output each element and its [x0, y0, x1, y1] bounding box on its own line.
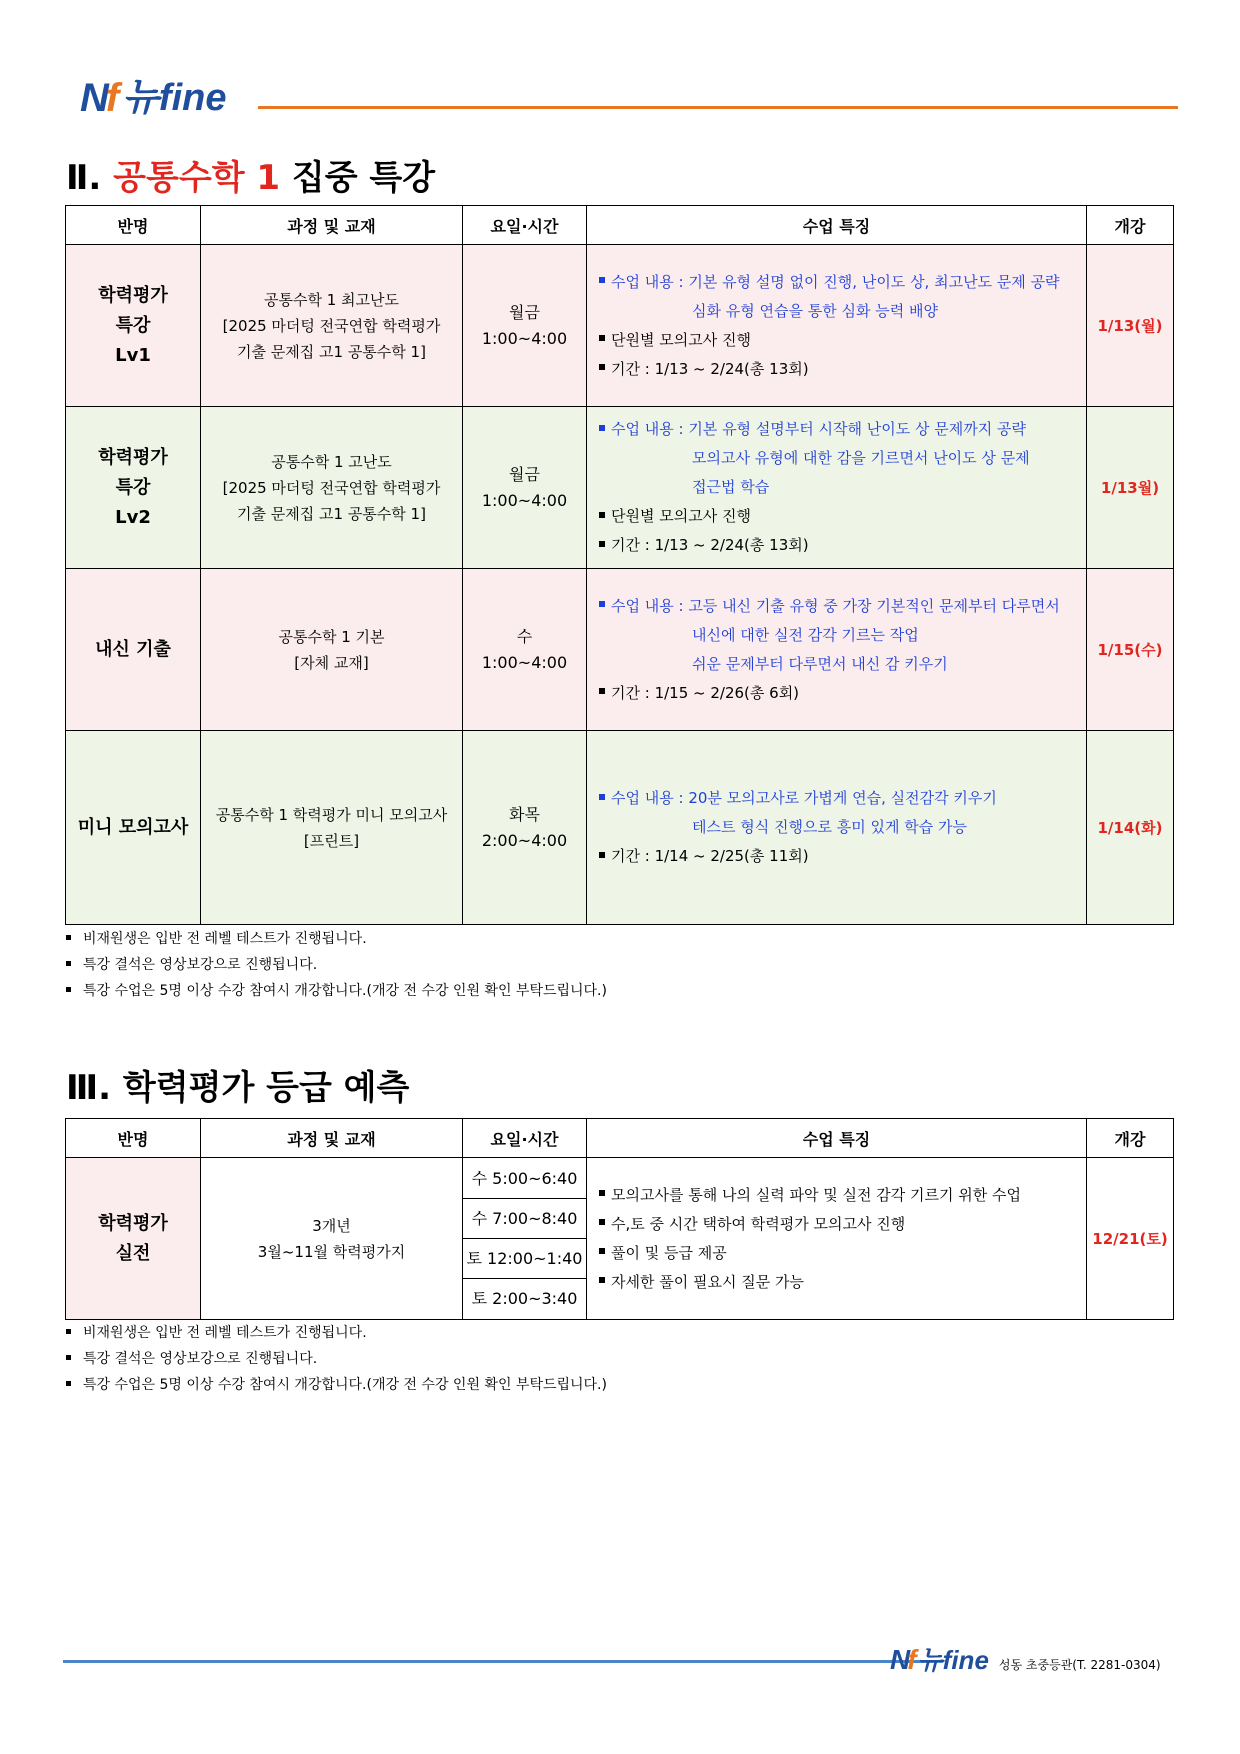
feature-item — [599, 355, 1074, 384]
features-cell — [587, 407, 1087, 569]
schedule-line: 월금 — [509, 464, 540, 484]
feature-text: 자세한 풀이 필요시 질문 가능 — [611, 1272, 804, 1291]
start-date: 12/21(토) — [1087, 1158, 1174, 1320]
schedule-cell — [463, 407, 587, 569]
footer-logo — [890, 1645, 1161, 1675]
header-class: 반명 — [66, 1119, 201, 1158]
header-divider — [258, 106, 1178, 109]
features-cell — [587, 245, 1087, 407]
bullet-icon — [66, 1329, 71, 1334]
bullet-icon — [599, 1190, 605, 1196]
course-cell — [201, 407, 463, 569]
schedule-cell — [463, 245, 587, 407]
brand-name: 뉴fine — [917, 1645, 989, 1675]
section2-title-rest: 집중 특강 — [280, 158, 436, 198]
header-start: 개강 — [1087, 1119, 1174, 1158]
section2-number: Ⅱ. — [66, 158, 114, 198]
feature-continuation: 쉬운 문제부터 다루면서 내신 감 키우기 — [692, 654, 948, 673]
class-name-line: 특강 — [115, 476, 151, 498]
note-text: 특강 결석은 영상보강으로 진행됩니다. — [83, 957, 318, 973]
bullet-icon — [66, 1355, 71, 1360]
note-text: 특강 수업은 5명 이상 수강 참여시 개강합니다.(개강 전 수강 인원 확인 부탁드립니다.) — [83, 1377, 607, 1393]
schedule-cell — [463, 569, 587, 731]
time-slot: 토 2:00~3:40 — [471, 1289, 578, 1308]
section2-title-highlight: 공통수학 1 — [113, 158, 281, 198]
class-name-line: 학력평가 — [98, 284, 168, 306]
time-slot: 수 7:00~8:40 — [463, 1199, 586, 1239]
course-line: 3개년 — [312, 1216, 351, 1235]
table-row — [66, 1158, 1174, 1320]
table-row — [66, 569, 1174, 731]
brand-mark-n: N — [80, 76, 106, 120]
brand-name: 뉴fine — [122, 77, 227, 119]
class-name — [66, 731, 201, 925]
feature-item — [599, 842, 1074, 871]
header-schedule: 요일·시간 — [463, 1119, 587, 1158]
schedule-line: 1:00~4:00 — [481, 490, 568, 510]
feature-text: 기간 : 1/15 ~ 2/26(총 6회) — [611, 683, 800, 702]
header-start: 개강 — [1087, 206, 1174, 245]
brand-mark-f: f — [907, 1644, 914, 1675]
header-class: 반명 — [66, 206, 201, 245]
feature-continuation: 내신에 대한 실전 감각 기르는 작업 — [692, 625, 919, 644]
feature-text: 단원별 모의고사 진행 — [611, 507, 751, 525]
feature-text: 수,토 중 시간 택하여 학력평가 모의고사 진행 — [611, 1214, 906, 1233]
section2-table — [65, 205, 1174, 925]
class-name-line: 내신 기출 — [95, 638, 171, 660]
bullet-icon — [599, 425, 605, 431]
feature-text: 단원별 모의고사 진행 — [611, 330, 751, 349]
feature-item — [599, 268, 1074, 297]
class-name — [66, 1158, 201, 1320]
schedule-line: 화목 — [509, 804, 540, 824]
course-line: 공통수학 1 최고난도 — [263, 290, 399, 309]
class-name-line: 학력평가 — [98, 1212, 168, 1234]
header-features: 수업 특징 — [587, 206, 1087, 245]
class-name-line: 실전 — [115, 1242, 151, 1264]
bullet-icon — [599, 364, 605, 370]
section3-title — [66, 1060, 409, 1109]
class-name — [66, 245, 201, 407]
feature-continuation: 심화 유형 연습을 통한 심화 능력 배양 — [692, 301, 938, 320]
course-cell — [201, 1158, 463, 1320]
bullet-icon — [66, 1381, 71, 1386]
start-date: 1/14(화) — [1087, 731, 1174, 925]
note-item — [66, 1320, 607, 1346]
section2-notes — [66, 926, 607, 1004]
feature-item — [599, 784, 1074, 813]
course-cell — [201, 731, 463, 925]
start-date: 1/15(수) — [1087, 569, 1174, 731]
bullet-icon — [599, 794, 605, 800]
feature-item — [599, 679, 1074, 708]
bullet-icon — [66, 987, 71, 992]
section3-number: Ⅲ. — [66, 1068, 123, 1108]
note-item — [66, 926, 607, 952]
feature-text: 수업 내용 : 20분 모의고사로 가볍게 연습, 실전감각 키우기 — [611, 789, 997, 807]
note-text: 특강 수업은 5명 이상 수강 참여시 개강합니다.(개강 전 수강 인원 확인 부탁드립니다.) — [83, 983, 607, 999]
class-name-line: Lv1 — [115, 344, 151, 366]
bullet-icon — [599, 335, 605, 341]
course-cell — [201, 245, 463, 407]
branch-label: 성동 초중등관(T. 2281-0304) — [998, 1658, 1161, 1672]
bullet-icon — [66, 935, 71, 940]
feature-item — [599, 531, 1074, 560]
feature-item — [599, 502, 1074, 531]
feature-text: 수업 내용 : 기본 유형 설명 없이 진행, 난이도 상, 최고난도 문제 공략 — [611, 272, 1060, 291]
course-line: 3월~11월 학력평가지 — [257, 1242, 406, 1261]
note-text: 비재원생은 입반 전 레벨 테스트가 진행됩니다. — [83, 1325, 367, 1341]
feature-item — [599, 1181, 1074, 1210]
header-course: 과정 및 교재 — [201, 206, 463, 245]
brand-mark — [890, 1645, 914, 1675]
table-header-row — [66, 206, 1174, 245]
table-row — [66, 245, 1174, 407]
course-cell — [201, 569, 463, 731]
class-name — [66, 569, 201, 731]
schedule-line: 수 — [516, 626, 533, 646]
course-line: 공통수학 1 고난도 — [271, 452, 392, 471]
table-header-row — [66, 1119, 1174, 1158]
bullet-icon — [66, 961, 71, 966]
brand-mark-f: f — [105, 76, 117, 120]
schedule-line: 월금 — [509, 302, 540, 322]
note-item — [66, 1346, 607, 1372]
start-date: 1/13(월) — [1087, 245, 1174, 407]
bullet-icon — [599, 512, 605, 518]
feature-text: 기간 : 1/13 ~ 2/24(총 13회) — [611, 359, 809, 378]
course-line: [자체 교재] — [294, 653, 369, 672]
features-cell — [587, 569, 1087, 731]
header-course: 과정 및 교재 — [201, 1119, 463, 1158]
brand-mark-n: N — [890, 1644, 908, 1675]
course-line: [2025 마더텅 전국연합 학력평가 — [222, 478, 441, 497]
class-name-line: 미니 모의고사 — [77, 816, 189, 838]
feature-continuation: 접근법 학습 — [692, 478, 770, 496]
bullet-icon — [599, 1248, 605, 1254]
footer-divider — [63, 1660, 943, 1663]
note-text: 특강 결석은 영상보강으로 진행됩니다. — [83, 1351, 318, 1367]
feature-item — [599, 415, 1074, 444]
schedule-line: 1:00~4:00 — [481, 328, 568, 348]
course-line: [프린트] — [303, 831, 360, 850]
schedule-line: 1:00~4:00 — [481, 652, 568, 672]
bullet-icon — [599, 688, 605, 694]
course-line: 기출 문제집 고1 공통수학 1] — [237, 504, 426, 523]
feature-continuation: 모의고사 유형에 대한 감을 기르면서 난이도 상 문제 — [692, 449, 1030, 467]
header-logo — [80, 78, 227, 118]
section2-title — [66, 150, 435, 199]
feature-item — [599, 1239, 1074, 1268]
feature-item — [599, 1210, 1074, 1239]
bullet-icon — [599, 1219, 605, 1225]
feature-text: 기간 : 1/14 ~ 2/25(총 11회) — [611, 847, 809, 865]
feature-text: 수업 내용 : 기본 유형 설명부터 시작해 난이도 상 문제까지 공략 — [611, 420, 1026, 438]
header-schedule: 요일·시간 — [463, 206, 587, 245]
class-name-line: Lv2 — [115, 506, 151, 528]
bullet-icon — [599, 1277, 605, 1283]
header-features: 수업 특징 — [587, 1119, 1087, 1158]
feature-continuation: 테스트 형식 진행으로 흥미 있게 학습 가능 — [692, 818, 967, 836]
schedule-line: 2:00~4:00 — [481, 830, 568, 850]
class-name-line: 특강 — [115, 314, 151, 336]
course-line: 기출 문제집 고1 공통수학 1] — [237, 342, 426, 361]
bullet-icon — [599, 601, 605, 607]
feature-item — [599, 592, 1074, 621]
bullet-icon — [599, 852, 605, 858]
class-name — [66, 407, 201, 569]
bullet-icon — [599, 541, 605, 547]
features-cell — [587, 731, 1087, 925]
schedule-cell — [463, 731, 587, 925]
features-cell — [587, 1158, 1087, 1320]
feature-text: 기간 : 1/13 ~ 2/24(총 13회) — [611, 536, 809, 554]
start-date: 1/13월) — [1087, 407, 1174, 569]
section3-title-text: 학력평가 등급 예측 — [122, 1068, 410, 1108]
class-name-line: 학력평가 — [98, 446, 168, 468]
feature-item — [599, 326, 1074, 355]
feature-text: 모의고사를 통해 나의 실력 파악 및 실전 감각 기르기 위한 수업 — [611, 1185, 1021, 1204]
note-item — [66, 1372, 607, 1398]
course-line: 공통수학 1 학력평가 미니 모의고사 — [215, 805, 448, 824]
schedule-cell — [463, 1158, 587, 1320]
time-slot: 토 12:00~1:40 — [463, 1239, 586, 1279]
course-line: 공통수학 1 기본 — [278, 627, 385, 646]
feature-text: 풀이 및 등급 제공 — [611, 1243, 727, 1262]
note-text: 비재원생은 입반 전 레벨 테스트가 진행됩니다. — [83, 931, 367, 947]
table-row — [66, 407, 1174, 569]
feature-text: 수업 내용 : 고등 내신 기출 유형 중 가장 기본적인 문제부터 다루면서 — [611, 596, 1060, 615]
brand-mark — [80, 78, 116, 118]
note-item — [66, 978, 607, 1004]
table-row — [66, 731, 1174, 925]
section3-notes — [66, 1320, 607, 1398]
bullet-icon — [599, 277, 605, 283]
feature-item — [599, 1268, 1074, 1297]
note-item — [66, 952, 607, 978]
time-slot: 수 5:00~6:40 — [463, 1159, 586, 1199]
section3-table — [65, 1118, 1174, 1320]
course-line: [2025 마더텅 전국연합 학력평가 — [222, 316, 441, 335]
